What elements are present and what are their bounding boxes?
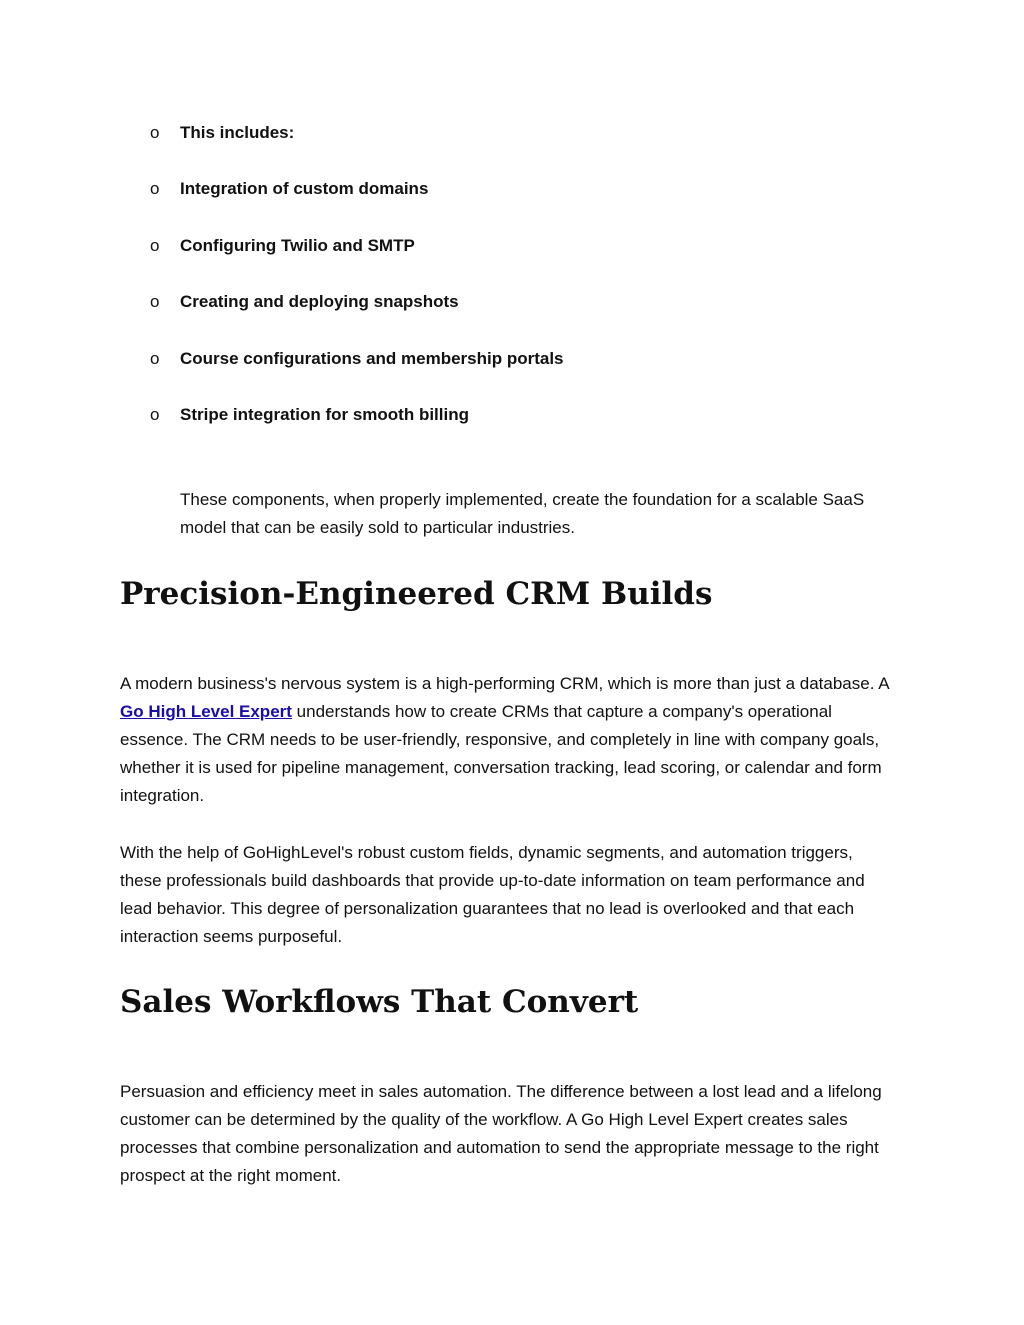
list-item bbox=[150, 288, 564, 344]
bullet-marker: o bbox=[150, 179, 160, 199]
bullet-marker: o bbox=[150, 235, 160, 255]
list-item-text: Integration of custom domains bbox=[180, 179, 429, 199]
list-item bbox=[150, 232, 564, 288]
go-high-level-expert-link[interactable]: Go High Level Expert bbox=[120, 702, 292, 721]
crm-intro-text-start: A modern business's nervous system is a high-performing CRM, which is more than just a database. A bbox=[120, 674, 889, 693]
list-item-text: Creating and deploying snapshots bbox=[180, 292, 459, 312]
list-item bbox=[150, 345, 564, 401]
crm-intro-text-end: understands how to create CRMs that capture a company's operational essence. The CRM needs to be user-friendly, responsive, and completely in line with company goals, whether it is used for pipeline management, conversation tracking, lead scoring, or calendar and form integration. bbox=[120, 702, 882, 805]
list-item-text: Course configurations and membership portals bbox=[180, 348, 564, 368]
feature-bullet-list bbox=[150, 119, 564, 457]
sales-workflows-paragraph: Persuasion and efficiency meet in sales automation. The difference between a lost lead and a lifelong customer can be determined by the quality of the workflow. A Go High Level Expert creates sales processes that combine personalization and automation to send the appropriate message to the right prospect at the right moment. bbox=[120, 1082, 882, 1185]
crm-builds-heading: Precision-Engineered CRM Builds bbox=[120, 576, 713, 612]
bullet-marker: o bbox=[150, 292, 160, 312]
list-item-text: Configuring Twilio and SMTP bbox=[180, 235, 415, 255]
list-item bbox=[150, 401, 564, 457]
components-summary-paragraph: These components, when properly implemented, create the foundation for a scalable SaaS model that can be easily sold to particular industries. bbox=[180, 490, 865, 537]
crm-customization-paragraph: With the help of GoHighLevel's robust custom fields, dynamic segments, and automation triggers, these professionals build dashboards that provide up-to-date information on team performance and lead behavior. This degree of personalization guarantees that no lead is overlooked and that each interaction seems purposeful. bbox=[120, 843, 865, 946]
sales-workflows-heading: Sales Workflows That Convert bbox=[120, 984, 639, 1020]
bullet-marker: o bbox=[150, 348, 160, 368]
crm-intro-paragraph bbox=[120, 670, 895, 810]
list-item-text: Stripe integration for smooth billing bbox=[180, 404, 469, 424]
list-item bbox=[150, 175, 564, 231]
list-item bbox=[150, 119, 564, 175]
bullet-marker: o bbox=[150, 404, 160, 424]
list-item-text: This includes: bbox=[180, 123, 295, 142]
bullet-marker: o bbox=[150, 123, 160, 142]
